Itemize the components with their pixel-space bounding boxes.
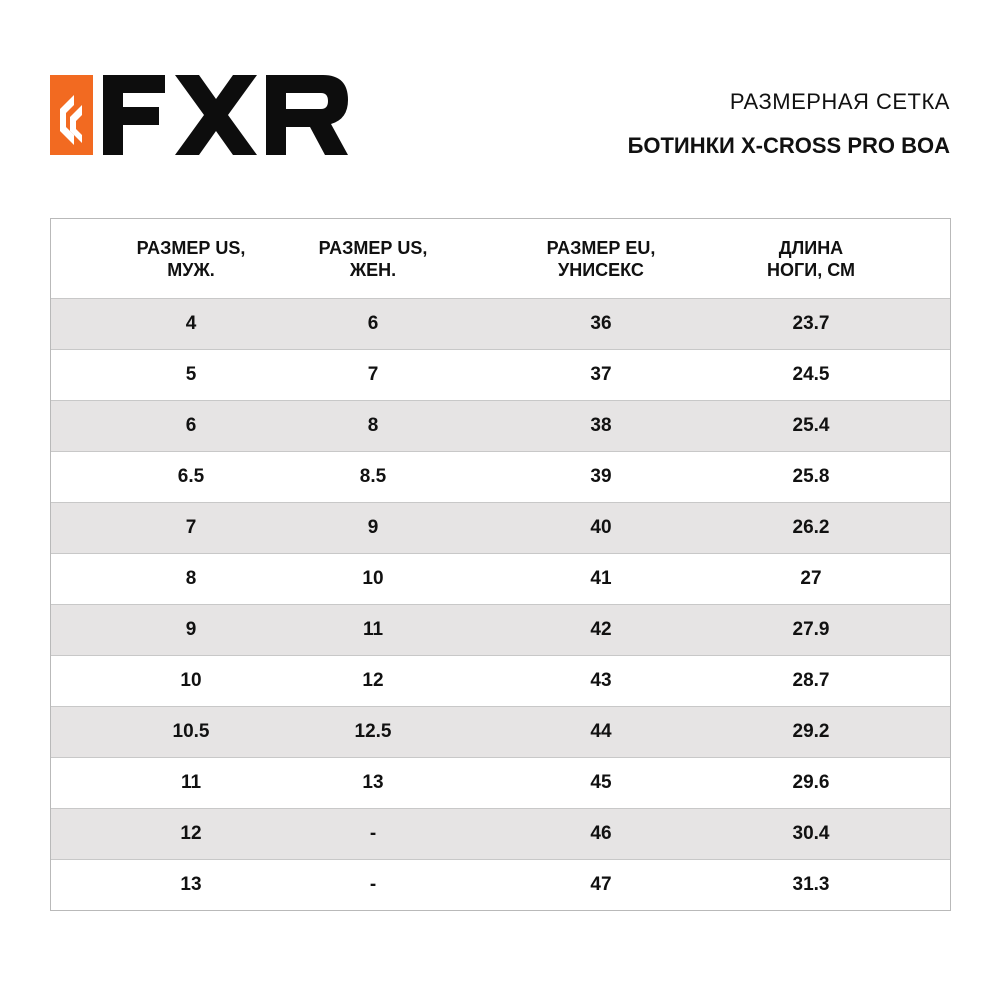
table-cell: 45 xyxy=(590,772,612,793)
table-cell: 7 xyxy=(367,364,379,385)
column-header: РАЗМЕР US, МУЖ. xyxy=(136,237,246,280)
table-cell: 37 xyxy=(590,364,612,385)
table-cell: 42 xyxy=(590,619,612,640)
table-cell: 8 xyxy=(367,415,379,436)
table-row xyxy=(51,808,950,859)
table-cell: 4 xyxy=(185,313,197,334)
table-cell: 8 xyxy=(185,568,197,589)
table-cell: 11 xyxy=(362,619,384,640)
table-cell: - xyxy=(369,823,377,844)
table-cell: 25.8 xyxy=(792,466,830,487)
size-table xyxy=(50,218,951,911)
table-cell: 38 xyxy=(590,415,612,436)
table-cell: - xyxy=(369,874,377,895)
table-cell: 12 xyxy=(180,823,202,844)
fxr-logo xyxy=(50,75,348,155)
table-row xyxy=(51,655,950,706)
table-cell: 24.5 xyxy=(792,364,830,385)
table-cell: 10 xyxy=(180,670,202,691)
table-cell: 43 xyxy=(590,670,612,691)
table-cell: 12 xyxy=(362,670,384,691)
table-row xyxy=(51,298,950,349)
table-cell: 46 xyxy=(590,823,612,844)
table-cell: 28.7 xyxy=(792,670,830,691)
table-cell: 10 xyxy=(362,568,384,589)
table-row xyxy=(51,553,950,604)
table-row xyxy=(51,706,950,757)
table-cell: 30.4 xyxy=(792,823,830,844)
fxr-logo-wordmark xyxy=(103,75,348,155)
table-cell: 6 xyxy=(185,415,197,436)
table-cell: 26.2 xyxy=(792,517,830,538)
table-cell: 27.9 xyxy=(792,619,830,640)
table-row xyxy=(51,604,950,655)
fxr-logo-mark xyxy=(50,75,93,155)
table-cell: 47 xyxy=(590,874,612,895)
table-cell: 12.5 xyxy=(354,721,392,742)
table-row xyxy=(51,502,950,553)
table-cell: 13 xyxy=(362,772,384,793)
table-row xyxy=(51,349,950,400)
table-row xyxy=(51,859,950,910)
table-cell: 27 xyxy=(800,568,822,589)
table-cell: 44 xyxy=(590,721,612,742)
subtitle: РАЗМЕРНАЯ СЕТКА xyxy=(729,89,950,114)
table-cell: 31.3 xyxy=(792,874,830,895)
table-row xyxy=(51,400,950,451)
column-header: РАЗМЕР EU, УНИСЕКС xyxy=(546,237,656,280)
table-cell: 39 xyxy=(590,466,612,487)
table-cell: 36 xyxy=(590,313,612,334)
table-cell: 6.5 xyxy=(177,466,205,487)
column-header: ДЛИНА НОГИ, СМ xyxy=(767,237,855,280)
table-cell: 40 xyxy=(590,517,612,538)
table-cell: 13 xyxy=(180,874,202,895)
table-cell: 25.4 xyxy=(792,415,830,436)
table-cell: 23.7 xyxy=(792,313,830,334)
table-cell: 6 xyxy=(367,313,379,334)
table-cell: 9 xyxy=(367,517,379,538)
table-cell: 7 xyxy=(185,517,197,538)
column-header: РАЗМЕР US, ЖЕН. xyxy=(318,237,428,280)
table-row xyxy=(51,757,950,808)
product-title: БОТИНКИ X-CROSS PRO BOA xyxy=(627,133,950,158)
table-row xyxy=(51,451,950,502)
table-cell: 41 xyxy=(590,568,612,589)
table-cell: 10.5 xyxy=(172,721,210,742)
table-cell: 8.5 xyxy=(359,466,387,487)
table-cell: 5 xyxy=(185,364,197,385)
table-cell: 29.2 xyxy=(792,721,830,742)
chart-heading xyxy=(628,88,950,160)
table-header-row xyxy=(51,219,950,298)
table-cell: 9 xyxy=(185,619,197,640)
table-cell: 29.6 xyxy=(792,772,830,793)
table-cell: 11 xyxy=(180,772,202,793)
